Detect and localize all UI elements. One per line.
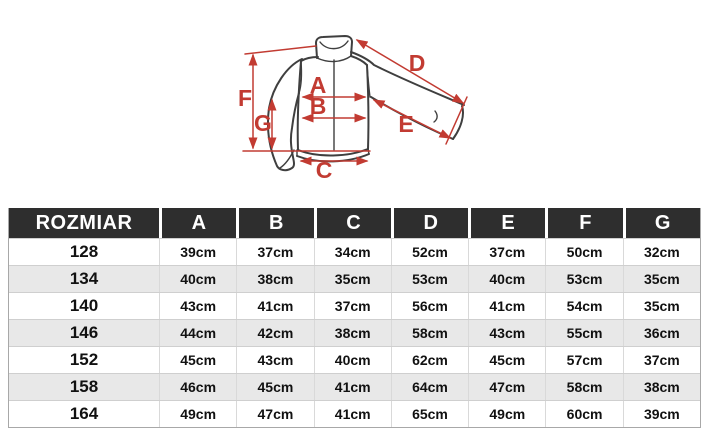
measurement-cell: 41cm <box>468 293 545 319</box>
measurement-cell: 55cm <box>545 320 622 346</box>
table-row <box>9 373 700 400</box>
header-rozmiar: ROZMIAR <box>9 208 159 238</box>
measurement-cell: 53cm <box>391 266 468 292</box>
measurement-cell: 40cm <box>159 266 236 292</box>
measurement-cell: 37cm <box>236 239 313 265</box>
size-cell: 128 <box>69 242 99 261</box>
table-row <box>9 400 700 427</box>
body-left-edge <box>298 61 301 150</box>
measurement-cell: 49cm <box>159 401 236 427</box>
table-row <box>9 238 700 265</box>
measurement-cell: 41cm <box>236 293 313 319</box>
measurement-cell: 46cm <box>159 374 236 400</box>
measurement-cell: 58cm <box>391 320 468 346</box>
header-col-c: C <box>317 208 391 238</box>
measurement-cell: 38cm <box>623 374 700 400</box>
measurement-cell: 37cm <box>623 347 700 373</box>
measurement-cell: 42cm <box>236 320 313 346</box>
left-cuff-line <box>280 150 294 168</box>
measure-label-c: C <box>315 157 333 183</box>
measurement-cell: 40cm <box>468 266 545 292</box>
measurement-cell: 41cm <box>314 374 391 400</box>
measurement-cell: 35cm <box>623 266 700 292</box>
measurement-cell: 37cm <box>314 293 391 319</box>
size-cell: 146 <box>69 323 99 342</box>
header-col-b: B <box>239 208 313 238</box>
header-col-d: D <box>394 208 468 238</box>
jacket-measurement-diagram <box>0 0 709 208</box>
measurement-cell: 37cm <box>468 239 545 265</box>
measure-label-a: A <box>309 72 327 98</box>
measurement-cell: 49cm <box>468 401 545 427</box>
jacket-diagram-svg <box>0 0 709 208</box>
header-col-a: A <box>162 208 236 238</box>
jacket-outline <box>268 36 464 170</box>
size-cell: 164 <box>69 404 99 423</box>
size-cell: 152 <box>69 350 99 369</box>
measurement-cell: 58cm <box>545 374 622 400</box>
measurement-cell: 38cm <box>314 320 391 346</box>
header-col-f: F <box>548 208 622 238</box>
measurement-cell: 35cm <box>623 293 700 319</box>
measurement-cell: 65cm <box>391 401 468 427</box>
measurement-cell: 40cm <box>314 347 391 373</box>
measure-label-g: G <box>254 110 272 136</box>
measurement-cell: 60cm <box>545 401 622 427</box>
table-row <box>9 319 700 346</box>
measurement-cell: 53cm <box>545 266 622 292</box>
measurement-cell: 57cm <box>545 347 622 373</box>
table-row <box>9 346 700 373</box>
measure-label-d: D <box>408 50 426 76</box>
hem-upper-curve <box>298 149 368 156</box>
measurement-cell: 47cm <box>236 401 313 427</box>
measurement-cell: 56cm <box>391 293 468 319</box>
measurement-cell: 43cm <box>236 347 313 373</box>
measurement-cell: 62cm <box>391 347 468 373</box>
measurement-cell: 45cm <box>236 374 313 400</box>
measurement-cell: 52cm <box>391 239 468 265</box>
measurement-cell: 50cm <box>545 239 622 265</box>
measurement-labels <box>238 50 425 183</box>
size-cell: 158 <box>69 377 99 396</box>
header-col-g: G <box>626 208 700 238</box>
measurement-cell: 39cm <box>623 401 700 427</box>
measure-label-e: E <box>398 111 414 137</box>
collar-inner-curve <box>320 41 348 49</box>
measurement-cell: 43cm <box>159 293 236 319</box>
measurement-cell: 45cm <box>159 347 236 373</box>
table-row <box>9 265 700 292</box>
measurement-cell: 32cm <box>623 239 700 265</box>
sleeve-wrinkle <box>434 111 437 122</box>
size-table <box>8 208 701 428</box>
measurement-cell: 64cm <box>391 374 468 400</box>
left-shoulder <box>301 57 318 61</box>
measurement-cell: 39cm <box>159 239 236 265</box>
top-reference-line <box>245 46 316 54</box>
measurement-cell: 43cm <box>468 320 545 346</box>
measurement-cell: 45cm <box>468 347 545 373</box>
collar-outer <box>316 36 352 58</box>
measure-label-b: B <box>309 93 327 119</box>
measurement-cell: 44cm <box>159 320 236 346</box>
header-col-e: E <box>471 208 545 238</box>
measurement-cell: 54cm <box>545 293 622 319</box>
measurement-cell: 38cm <box>236 266 313 292</box>
measurement-cell: 35cm <box>314 266 391 292</box>
table-row <box>9 292 700 319</box>
size-table-header <box>9 208 700 238</box>
size-cell: 140 <box>69 296 99 315</box>
measurement-cell: 36cm <box>623 320 700 346</box>
measurement-cell: 41cm <box>314 401 391 427</box>
measurement-cell: 47cm <box>468 374 545 400</box>
size-cell: 134 <box>69 269 99 288</box>
measurement-cell: 34cm <box>314 239 391 265</box>
measure-label-f: F <box>237 85 253 111</box>
